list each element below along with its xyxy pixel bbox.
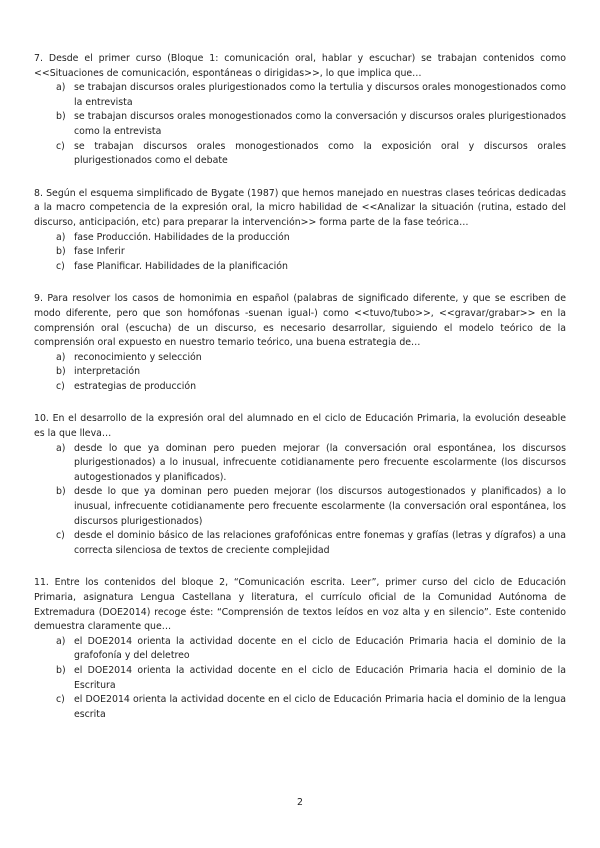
option-letter: a) (56, 82, 66, 94)
question-9 (34, 292, 566, 394)
question-8 (34, 187, 566, 275)
option-text: el DOE2014 orienta la actividad docente en el ciclo de Educación Primaria hacia el dominio de la Escritura (74, 664, 566, 691)
option-letter: c) (56, 380, 65, 392)
option-text: fase Inferir (74, 246, 125, 258)
question-stem: 9. Para resolver los casos de homonimia en español (palabras de significado diferente, y que se escriben de modo diferente, pero que son homófonas -suenan igual-) como <<tuvo/tubo>>, <<gravar/grabar>> en la comprensión oral (escucha) de un discurso, es necesario desarrollar, siguiendo el modelo teórico de la comprensión oral expuesto en nuestro temario teórico, una buena estrategia de… (34, 293, 566, 349)
question-11 (34, 576, 566, 722)
options-list (34, 442, 566, 559)
option-b (34, 485, 566, 529)
option-letter: c) (56, 694, 65, 706)
option-letter: a) (56, 351, 66, 363)
option-text: estrategias de producción (74, 380, 197, 392)
option-text: se trabajan discursos orales monogestionados como la conversación y discursos orales plurigestionados como la entrevista (74, 111, 566, 137)
option-a (34, 442, 566, 486)
option-text: desde lo que ya dominan pero pueden mejorar (los discursos autogestionados y planificados) a lo inusual, infrecuente cotidianamente pero frecuente escolarmente (la conversación oral espontánea, los discursos plurigestionados) (74, 486, 566, 527)
option-c (34, 380, 566, 395)
question-stem: 7. Desde el primer curso (Bloque 1: comunicación oral, hablar y escuchar) se trabajan contenidos como <<Situaciones de comunicación, espontáneas o dirigidas>>, lo que implica que… (34, 53, 566, 79)
option-letter: b) (56, 246, 66, 258)
options-list (34, 231, 566, 275)
option-text: fase Planificar. Habilidades de la planificación (74, 260, 288, 272)
option-letter: b) (56, 664, 66, 676)
question-stem: 11. Entre los contenidos del bloque 2, “Comunicación escrita. Leer”, primer curso del ciclo de Educación Primaria, asignatura Lengua Castellana y literatura, el currículo oficial de la Comunidad Autónoma de Extremadura (DOE2014) recoge éste: “Comprensión de textos leídos en voz alta y en silencio”. Este contenido demuestra claramente que… (34, 577, 566, 633)
document-page (34, 52, 566, 740)
option-text: interpretación (74, 366, 141, 378)
option-text: se trabajan discursos orales monogestionados como la exposición oral y discursos orales plurigestionados como el debate (74, 140, 566, 167)
option-letter: c) (56, 260, 65, 272)
option-letter: b) (56, 486, 66, 498)
option-text: desde el dominio básico de las relaciones grafofónicas entre fonemas y grafías (letras y dígrafos) a una correcta silenciosa de textos de creciente complejidad (74, 530, 566, 556)
option-c (34, 260, 566, 275)
option-a (34, 81, 566, 110)
question-stem: 10. En el desarrollo de la expresión oral del alumnado en el ciclo de Educación Primaria, la evolución deseable es la que lleva… (34, 413, 566, 440)
option-c (34, 140, 566, 169)
option-letter: a) (56, 442, 66, 454)
option-c (34, 693, 566, 722)
option-text: desde lo que ya dominan pero pueden mejorar (la conversación oral espontánea, los discursos plurigestionados) a lo inusual, infrecuente cotidianamente pero frecuente escolarmente (los discursos autogestionados y planificados). (74, 442, 566, 483)
option-text: el DOE2014 orienta la actividad docente en el ciclo de Educación Primaria hacia el dominio de la lengua escrita (74, 694, 566, 720)
option-b (34, 365, 566, 380)
question-10 (34, 412, 566, 558)
option-b (34, 110, 566, 139)
option-letter: c) (56, 140, 65, 152)
option-letter: a) (56, 635, 66, 647)
option-text: el DOE2014 orienta la actividad docente en el ciclo de Educación Primaria hacia el dominio de la grafofonía y del deletreo (74, 635, 566, 662)
option-b (34, 245, 566, 260)
option-a (34, 635, 566, 664)
question-7 (34, 52, 566, 169)
option-letter: b) (56, 111, 66, 123)
option-letter: c) (56, 530, 65, 542)
option-letter: b) (56, 366, 66, 378)
option-text: se trabajan discursos orales plurigestionados como la tertulia y discursos orales monogestionados como la entrevista (74, 82, 566, 108)
question-stem: 8. Según el esquema simplificado de Bygate (1987) que hemos manejado en nuestras clases teóricas dedicadas a la macro competencia de la expresión oral, la micro habilidad de <<Analizar la situación (rutina, estado del discurso, anticipación, etc) para preparar la intervención>> forma parte de la fase teórica… (34, 187, 566, 228)
options-list (34, 351, 566, 395)
option-letter: a) (56, 231, 66, 243)
option-a (34, 351, 566, 366)
option-b (34, 664, 566, 693)
option-text: reconocimiento y selección (74, 351, 202, 363)
option-c (34, 529, 566, 558)
options-list (34, 635, 566, 723)
option-a (34, 231, 566, 246)
page-number: 2 (297, 797, 303, 808)
options-list (34, 81, 566, 169)
option-text: fase Producción. Habilidades de la producción (74, 231, 290, 243)
